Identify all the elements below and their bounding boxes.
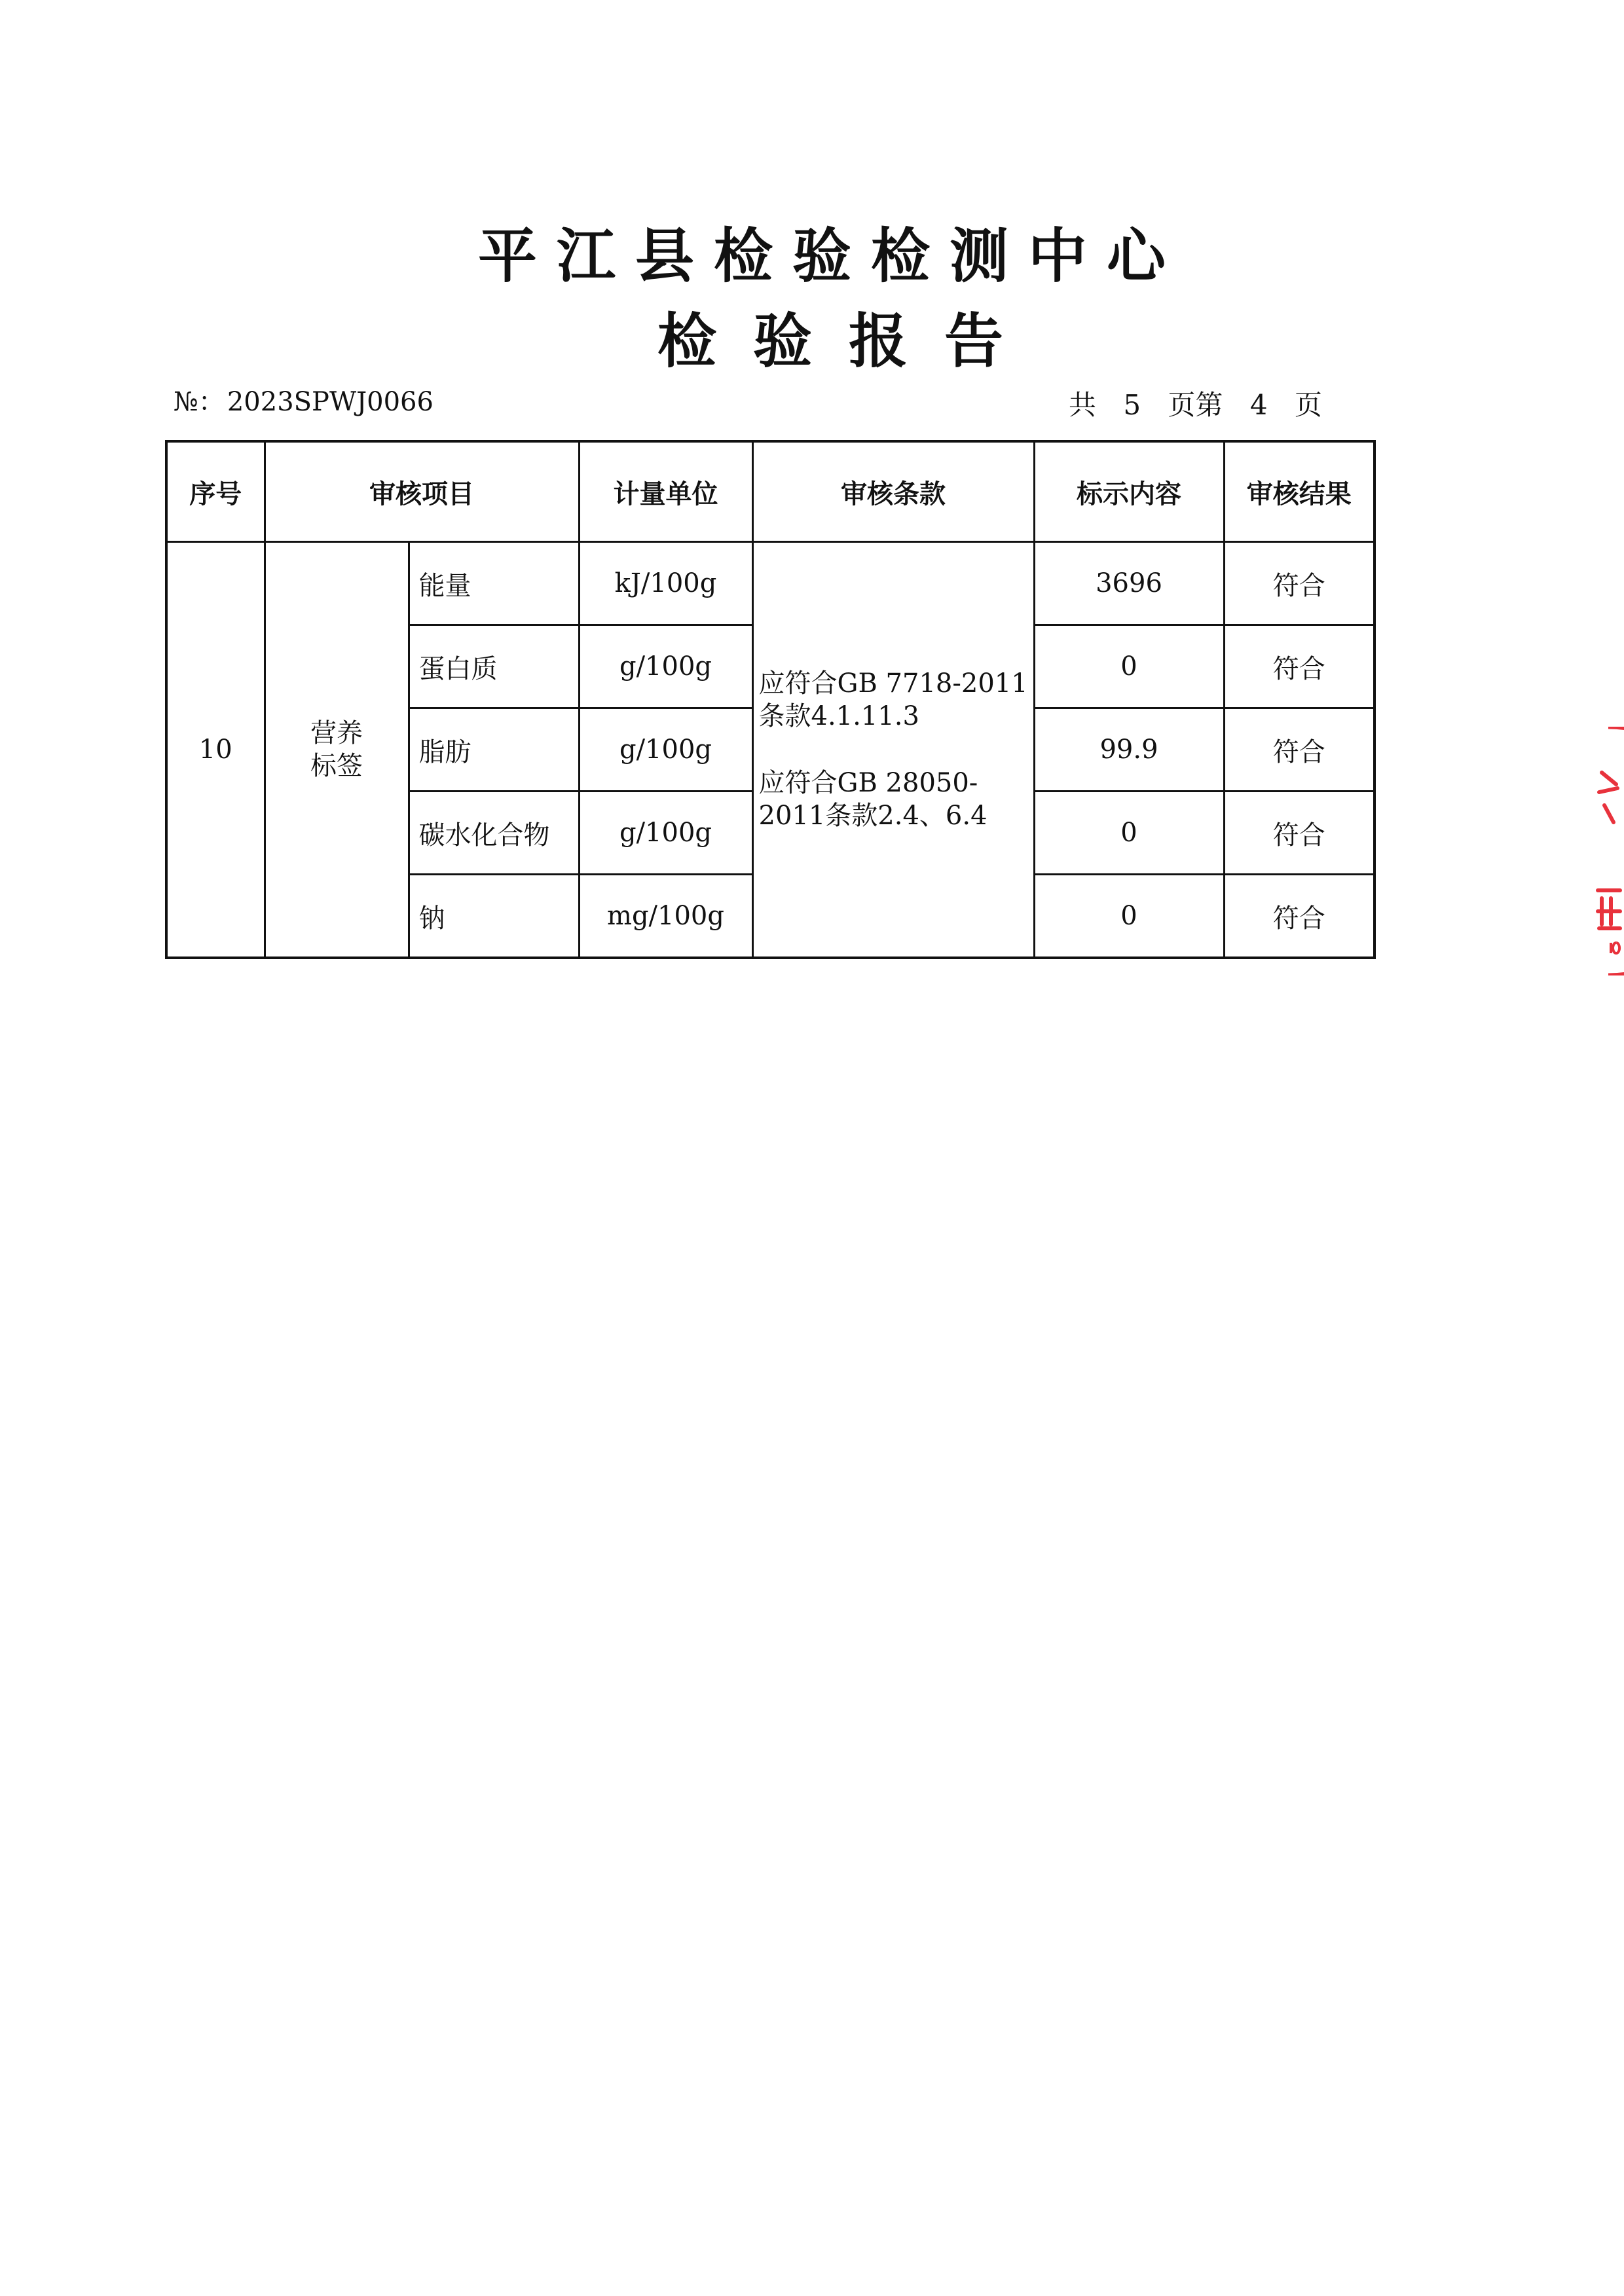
item-cell: 碳水化合物 bbox=[409, 792, 579, 875]
seal-stamp-fragment bbox=[1582, 727, 1624, 975]
header-labeled-content: 标示内容 bbox=[1034, 441, 1224, 542]
item-cell: 蛋白质 bbox=[409, 625, 579, 708]
labeled-value-cell: 0 bbox=[1034, 625, 1224, 708]
pagination bbox=[1069, 384, 1322, 423]
audit-table bbox=[165, 440, 1376, 959]
seq-cell: 10 bbox=[166, 542, 265, 958]
item-cell: 能量 bbox=[409, 542, 579, 625]
pagination-current-page: 4 bbox=[1249, 389, 1268, 421]
item-cell: 钠 bbox=[409, 875, 579, 958]
category-cell bbox=[265, 542, 409, 958]
pagination-current-suffix: 页 bbox=[1294, 389, 1322, 421]
report-title: 检验报告 bbox=[657, 307, 1040, 376]
unit-cell: mg/100g bbox=[579, 875, 752, 958]
header-audit-item: 审核项目 bbox=[265, 441, 579, 542]
result-cell: 符合 bbox=[1224, 708, 1375, 792]
unit-cell: g/100g bbox=[579, 708, 752, 792]
unit-cell: g/100g bbox=[579, 792, 752, 875]
item-cell: 脂肪 bbox=[409, 708, 579, 792]
pagination-total-prefix: 共 bbox=[1069, 389, 1097, 421]
unit-cell: g/100g bbox=[579, 625, 752, 708]
institution-title: 平江县检验检测中心 bbox=[478, 222, 1185, 291]
category-line: 标签 bbox=[310, 751, 363, 781]
unit-cell: kJ/100g bbox=[579, 542, 752, 625]
header-clause: 审核条款 bbox=[752, 441, 1034, 542]
clause-text: 应符合GB 28050-2011条款2.4、6.4 bbox=[758, 768, 987, 831]
result-cell: 符合 bbox=[1224, 875, 1375, 958]
labeled-value-cell: 0 bbox=[1034, 875, 1224, 958]
report-number-value: 2023SPWJ0066 bbox=[227, 387, 434, 417]
labeled-value-cell: 0 bbox=[1034, 792, 1224, 875]
clause-text: 应符合GB 7718-2011条款4.1.11.3 bbox=[758, 668, 1028, 731]
pagination-total-suffix: 页第 bbox=[1168, 389, 1223, 421]
clause-cell bbox=[752, 542, 1034, 958]
seal-stamp-graphic bbox=[1582, 727, 1624, 975]
category-line: 营养 bbox=[310, 718, 363, 748]
header-unit: 计量单位 bbox=[579, 441, 752, 542]
result-cell: 符合 bbox=[1224, 542, 1375, 625]
pagination-total-pages: 5 bbox=[1123, 389, 1141, 421]
table-header-row bbox=[166, 441, 1375, 542]
header-result: 审核结果 bbox=[1224, 441, 1375, 542]
labeled-value-cell: 3696 bbox=[1034, 542, 1224, 625]
labeled-value-cell: 99.9 bbox=[1034, 708, 1224, 792]
report-number-label: №： bbox=[174, 387, 225, 417]
header-seq: 序号 bbox=[166, 441, 265, 542]
report-number bbox=[174, 381, 434, 418]
result-cell: 符合 bbox=[1224, 792, 1375, 875]
table-row bbox=[166, 542, 1375, 625]
result-cell: 符合 bbox=[1224, 625, 1375, 708]
